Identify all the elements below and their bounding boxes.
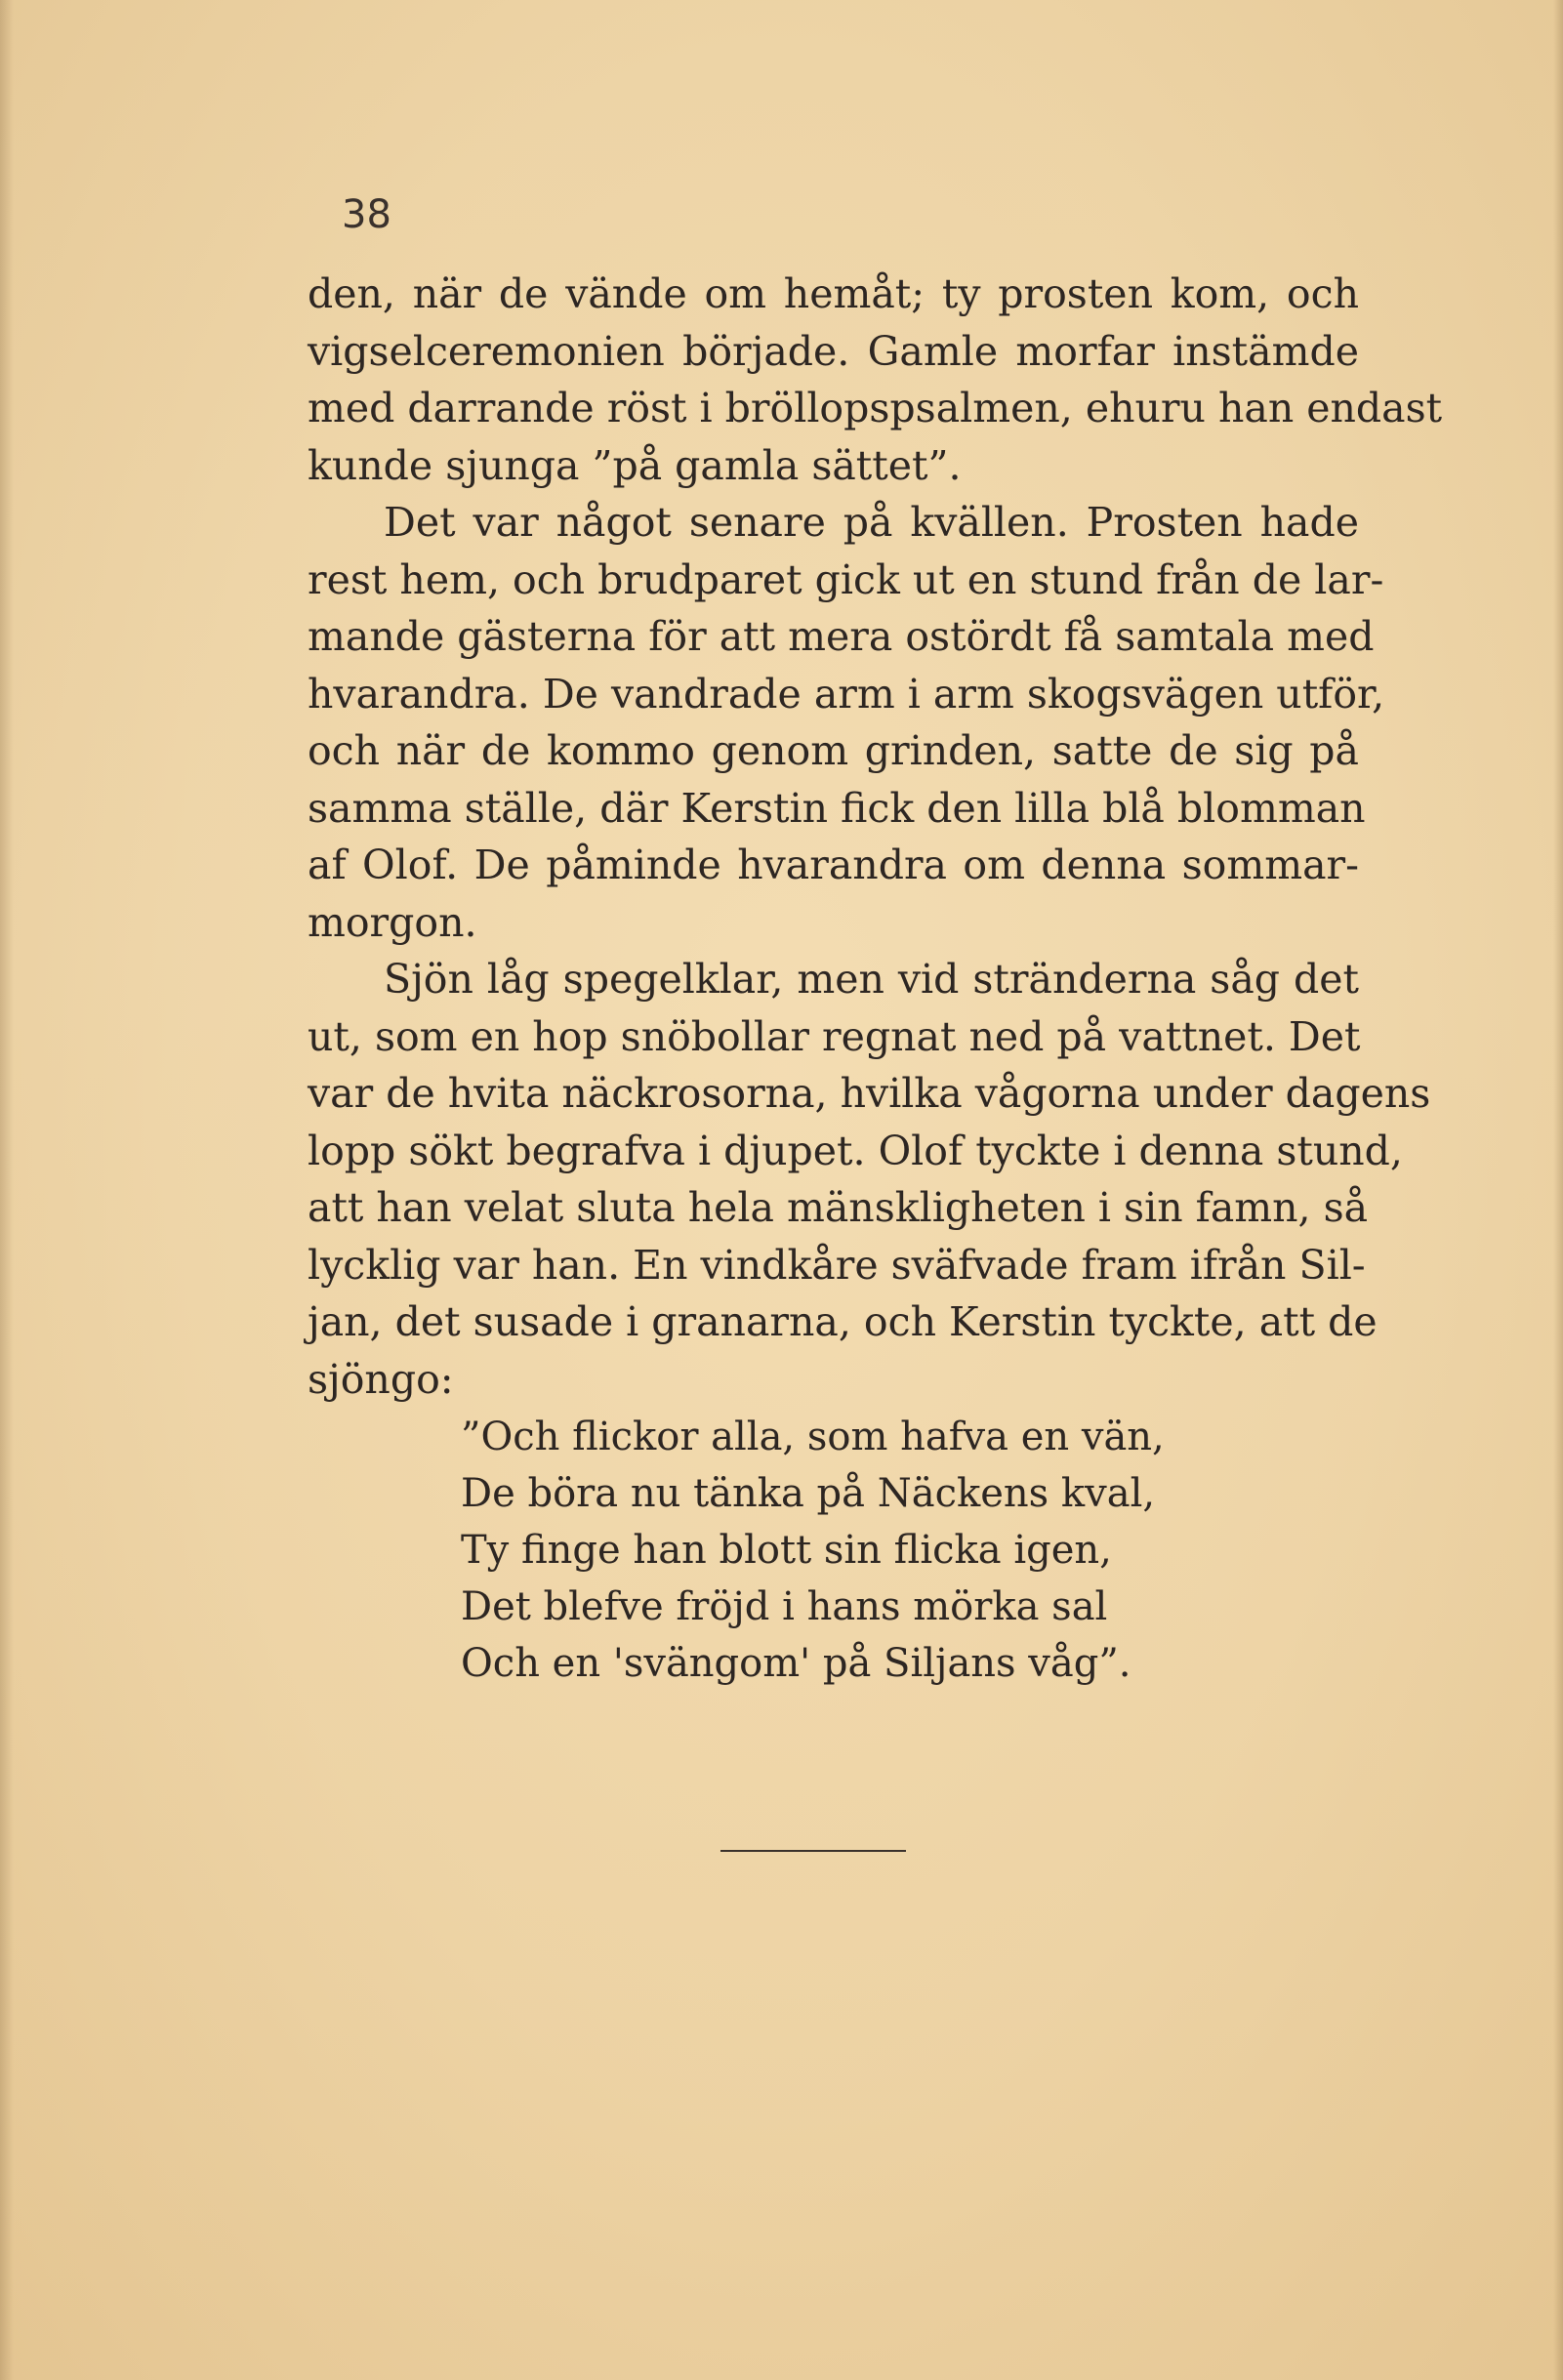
- poem-line: ”Och flickor alla, som hafva en vän,: [461, 1415, 1165, 1459]
- poem-line: De böra nu tänka på Näckens kval,: [461, 1471, 1156, 1516]
- text-line: Det var något senare på kvällen. Prosten hade: [384, 499, 1359, 546]
- text-line: ut, som en hop snöbollar regnat ned på vattnet. Det: [308, 1012, 1361, 1060]
- page-edge-shadow-left: [0, 0, 14, 2380]
- text-line: rest hem, och brudparet gick ut en stund från de lar-: [308, 555, 1384, 603]
- poem-stanza: [461, 1409, 1165, 1692]
- text-line: den, när de vände om hemåt; ty prosten kom, och: [308, 270, 1359, 317]
- page-number: 38: [342, 192, 391, 237]
- poem-line: Och en 'svängom' på Siljans våg”.: [461, 1641, 1131, 1686]
- text-line: jan, det susade i granarna, och Kerstin tyckte, att de: [308, 1298, 1378, 1345]
- section-divider-rule: [720, 1850, 906, 1852]
- body-text: [308, 266, 1443, 1408]
- text-line: vigselceremonien började. Gamle morfar instämde: [308, 327, 1359, 375]
- text-line: att han velat sluta hela mänskligheten i sin famn, så: [308, 1184, 1369, 1231]
- text-line: mande gästerna för att mera ostördt få samtala med: [308, 613, 1375, 660]
- text-line: af Olof. De påminde hvarandra om denna sommar-: [308, 841, 1359, 888]
- text-line: samma ställe, där Kerstin fick den lilla blå blomman: [308, 784, 1366, 832]
- text-line: var de hvita näckrosorna, hvilka vågorna under dagens: [308, 1070, 1431, 1117]
- poem-line: Det blefve fröjd i hans mörka sal: [461, 1584, 1108, 1629]
- text-line: kunde sjunga ”på gamla sättet”.: [308, 441, 962, 489]
- poem-line: Ty finge han blott sin flicka igen,: [461, 1528, 1112, 1573]
- text-line: sjöngo:: [308, 1355, 454, 1403]
- text-line: lycklig var han. En vindkåre sväfvade fram ifrån Sil-: [308, 1241, 1366, 1289]
- text-line: med darrande röst i bröllopspsalmen, ehuru han endast: [308, 385, 1443, 431]
- text-line: lopp sökt begrafva i djupet. Olof tyckte i denna stund,: [308, 1127, 1403, 1174]
- text-line: Sjön låg spegelklar, men vid stränderna såg det: [384, 956, 1359, 1003]
- text-line: och när de kommo genom grinden, satte de sig på: [308, 727, 1359, 774]
- text-line: hvarandra. De vandrade arm i arm skogsvägen utför,: [308, 670, 1385, 718]
- text-line: morgon.: [308, 898, 477, 946]
- page-edge-shadow-right: [1553, 0, 1563, 2380]
